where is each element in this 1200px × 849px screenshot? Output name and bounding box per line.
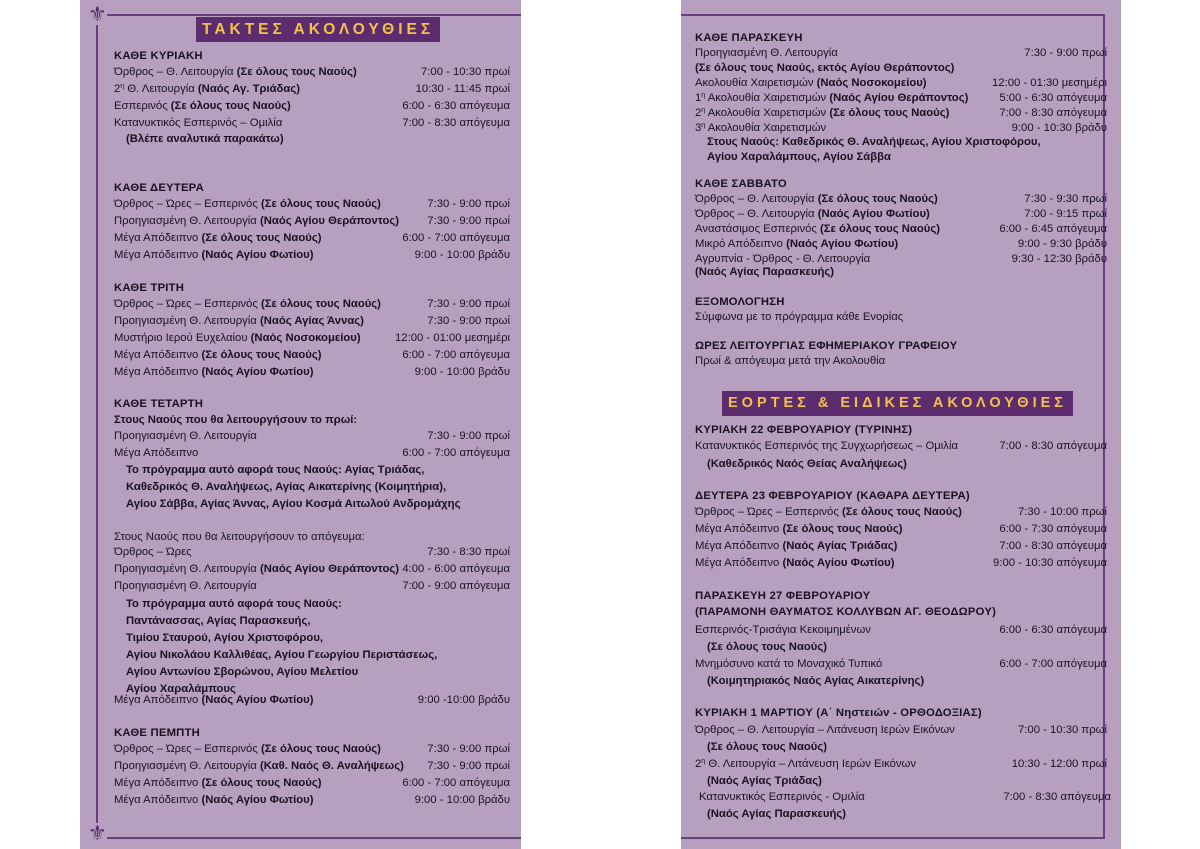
service-location: (Σε όλους τους Ναούς): [829, 107, 950, 119]
service-name: Μέγα Απόδειπνο: [114, 366, 199, 378]
schedule-row: [114, 117, 510, 134]
schedule-row: [114, 546, 510, 563]
schedule-row: [114, 777, 510, 794]
service-time: 9:00 - 10:00 βράδυ: [414, 794, 510, 806]
service-time: 6:00 - 7:00 απόγευμα: [999, 658, 1107, 670]
service-location: (Σε όλους τους Ναούς): [201, 777, 322, 789]
service-time: 6:00 - 6:45 απόγευμα: [999, 223, 1107, 235]
section-heading: ΔΕΥΤΕΡΑ 23 ΦΕΒΡΟΥΑΡΙΟΥ (ΚΑΘΑΡΑ ΔΕΥΤΕΡΑ): [695, 490, 970, 502]
service-location: (Ναός Αγίας Τριάδας): [782, 540, 898, 552]
section-heading: ΚΥΡΙΑΚΗ 22 ΦΕΒΡΟΥΑΡΙΟΥ (ΤΥΡΙΝΗΣ): [695, 424, 913, 436]
service-time: 7:00 - 10:30 πρωί: [421, 66, 510, 78]
service-location: (Σε όλους τους Ναούς): [201, 232, 322, 244]
service-name: Ακολουθία Χαιρετισμών: [705, 92, 827, 104]
section-note: (Καθεδρικός Ναός Θείας Αναλήψεως): [707, 458, 907, 470]
service-time: 12:00 - 01:00 μεσημέρι: [395, 332, 510, 344]
schedule-row: [114, 366, 510, 383]
service-time: 5:00 - 6:30 απόγευμα: [999, 92, 1107, 104]
service-name: Όρθρος – Ώρες – Εσπερινός: [114, 198, 258, 210]
service-time: 7:30 - 9:00 πρωί: [427, 215, 510, 227]
left-page: [80, 0, 521, 849]
service-time: 9:00 - 10:30 βράδυ: [1011, 122, 1107, 134]
schedule-row: [114, 447, 510, 464]
fleur-ornament-icon: ⚜: [88, 822, 107, 845]
section-heading: ΚΑΘΕ ΤΡΙΤΗ: [114, 282, 185, 294]
service-name: Όρθρος – Θ. Λειτουργία: [695, 193, 815, 205]
note-line: Το πρόγραμμα αυτό αφορά τους Ναούς:: [126, 598, 342, 610]
service-name: Μέγα Απόδειπνο: [114, 447, 199, 459]
service-location: (Ναός Αγ. Τριάδας): [197, 83, 300, 95]
service-time: 7:30 - 9:00 πρωί: [427, 198, 510, 210]
section-heading: ΚΑΘΕ ΣΑΒΒΑΤΟ: [695, 178, 787, 190]
service-name: Όρθρος – Θ. Λειτουργία: [114, 66, 234, 78]
schedule-row: [114, 315, 510, 332]
service-time: 7:00 - 10:30 πρωί: [1018, 724, 1107, 736]
service-location: (Ναός Αγίου Φωτίου): [201, 249, 314, 261]
schedule-row: [695, 557, 1107, 574]
ordinal-number: 1: [695, 92, 702, 104]
service-time: 7:30 - 10:00 πρωί: [1018, 506, 1107, 518]
section-note: (Βλέπε αναλυτικά παρακάτω): [126, 133, 284, 145]
service-location: (Σε όλους τους Ναούς): [817, 193, 938, 205]
schedule-row: [695, 540, 1107, 557]
service-location: (Σε όλους τους Ναούς): [201, 349, 322, 361]
service-time: 12:00 - 01:30 μεσημέρι: [992, 77, 1107, 89]
schedule-row: [699, 791, 1111, 808]
service-time: 7:30 - 9:30 πρωί: [1024, 193, 1107, 205]
section-subheading: Στους Ναούς που θα λειτουργήσουν το πρωί:: [114, 414, 358, 426]
schedule-row: [114, 580, 510, 597]
service-name: Μέγα Απόδειπνο: [114, 694, 199, 706]
service-name: Όρθρος – Θ. Λειτουργία – Λιτάνευση Ιερών Εικόνων: [695, 724, 955, 736]
service-location: (Ναός Αγίου Φωτίου): [782, 557, 895, 569]
service-location: (Ναός Αγίου Φωτίου): [201, 694, 314, 706]
service-time: 7:30 - 9:00 πρωί: [427, 298, 510, 310]
service-name: Μέγα Απόδειπνο: [114, 349, 199, 361]
section-heading: ΚΥΡΙΑΚΗ 1 ΜΑΡΤΙΟΥ (Α΄ Νηστειών - ΟΡΘΟΔΟΞΙΑΣ): [695, 707, 982, 719]
section-heading: ΚΑΘΕ ΚΥΡΙΑΚΗ: [114, 50, 203, 62]
section-heading: ΠΑΡΑΣΚΕΥΗ 27 ΦΕΒΡΟΥΑΡΙΟΥ: [695, 590, 871, 602]
section-heading: (ΠΑΡΑΜΟΝΗ ΘΑΥΜΑΤΟΣ ΚΟΛΛΥΒΩΝ ΑΓ. ΘΕΟΔΩΡΟΥ): [695, 606, 997, 618]
section-note: (Ναός Αγίας Τριάδας): [707, 775, 822, 787]
service-location: (Ναός Αγίου Φωτίου): [817, 208, 930, 220]
service-time: 7:30 - 9:00 πρωί: [427, 315, 510, 327]
service-time: 6:00 - 6:30 απόγευμα: [999, 624, 1107, 636]
service-time: 6:00 - 7:00 απόγευμα: [402, 447, 510, 459]
service-location: (Ναός Νοσοκομείου): [250, 332, 361, 344]
service-name: Ακολουθία Χαιρετισμών: [705, 122, 827, 134]
service-time: 9:00 -10:00 βράδυ: [417, 694, 510, 706]
section-note: (Σε όλους τους Ναούς): [707, 641, 828, 653]
note-line: Αγίου Σάββα, Αγίας Άννας, Αγίου Κοσμά Αιτωλού Ανδρομάχης: [126, 498, 461, 510]
service-name: Κατανυκτικός Εσπερινός της Συγχωρήσεως – Ομιλία: [695, 440, 958, 452]
service-time: 7:00 - 8:30 απόγευμα: [402, 117, 510, 129]
section-heading: ΚΑΘΕ ΠΑΡΑΣΚΕΥΗ: [695, 32, 803, 44]
schedule-row: [695, 758, 1107, 775]
service-time: 7:30 - 9:00 πρωί: [427, 430, 510, 442]
schedule-row: [695, 440, 1107, 457]
section-heading: ΕΞΟΜΟΛΟΓΗΣΗ: [695, 296, 785, 308]
service-location: (Ναός Αγίας Άννας): [259, 315, 364, 327]
service-name: Εσπερινός: [114, 100, 168, 112]
service-time: 6:00 - 7:30 απόγευμα: [999, 523, 1107, 535]
note-line: Παντάνασσας, Αγίας Παρασκευής,: [126, 615, 311, 627]
schedule-row: [114, 198, 510, 215]
service-location: (Σε όλους τους Ναούς): [260, 298, 381, 310]
service-time: 9:00 - 9:30 βράδυ: [1017, 238, 1107, 250]
schedule-row: [114, 743, 510, 760]
note-line: Στους Ναούς: Καθεδρικός Θ. Αναλήψεως, Αγίου Χριστοφόρου,: [707, 136, 1041, 148]
fleur-ornament-icon: ⚜: [88, 3, 107, 26]
section-heading: ΚΑΘΕ ΤΕΤΑΡΤΗ: [114, 398, 204, 410]
service-name: Μυστήριο Ιερού Ευχελαίου: [114, 332, 248, 344]
service-location: (Σε όλους τους Ναούς): [260, 198, 381, 210]
service-time: 10:30 - 12:00 πρωί: [1011, 758, 1107, 770]
service-name: Ακολουθία Χαιρετισμών: [705, 107, 827, 119]
ordinal-number: 3: [695, 122, 702, 134]
service-name: Όρθρος – Ώρες – Εσπερινός: [114, 743, 258, 755]
section-note: (Σε όλους τους Ναούς, εκτός Αγίου Θεράποντος): [695, 62, 955, 74]
schedule-row: [114, 430, 510, 447]
service-location: (Ναός Αγίου Φωτίου): [201, 366, 314, 378]
service-name: Προηγιασμένη Θ. Λειτουργία: [114, 315, 257, 327]
service-location: (Ναός Αγίου Φωτίου): [786, 238, 899, 250]
section-note: (Ναός Αγίας Παρασκευής): [695, 266, 835, 278]
service-name: Μέγα Απόδειπνο: [695, 540, 780, 552]
note-line: Αγίου Νικολάου Καλλιθέας, Αγίου Γεωργίου Περιστάσεως,: [126, 649, 438, 661]
service-name: Κατανυκτικός Εσπερινός - Ομιλία: [699, 791, 865, 803]
service-name: Μέγα Απόδειπνο: [114, 777, 199, 789]
service-name: Όρθρος – Ώρες – Εσπερινός: [114, 298, 258, 310]
service-name: Προηγιασμένη Θ. Λειτουργία: [695, 47, 838, 59]
service-name: Μνημόσυνο κατά το Μοναχικό Τυπικό: [695, 658, 883, 670]
service-location: (Σε όλους τους Ναούς): [841, 506, 962, 518]
service-time: 7:30 - 9:00 πρωί: [1024, 47, 1107, 59]
service-name: Όρθρος – Ώρες: [114, 546, 192, 558]
service-time: 9:00 - 10:00 βράδυ: [414, 249, 510, 261]
service-name: Θ. Λειτουργία – Λιτάνευση Ιερών Εικόνων: [705, 758, 916, 770]
schedule-row: [695, 724, 1107, 741]
schedule-row: [114, 100, 510, 117]
note-line: Αγίου Αντωνίου Σβορώνου, Αγίου Μελετίου: [126, 666, 359, 678]
ordinal-number: 2: [695, 107, 702, 119]
schedule-row: [114, 332, 510, 349]
schedule-row: [114, 249, 510, 266]
ordinal-number: 2: [114, 83, 121, 95]
service-time: 6:00 - 7:00 απόγευμα: [402, 349, 510, 361]
service-name: Ακολουθία Χαιρετισμών: [695, 77, 814, 89]
ordinal-suffix: η: [120, 83, 125, 90]
service-time: 6:00 - 7:00 απόγευμα: [402, 232, 510, 244]
section-heading: ΩΡΕΣ ΛΕΙΤΟΥΡΓΙΑΣ ΕΦΗΜΕΡΙΑΚΟΥ ΓΡΑΦΕΙΟΥ: [695, 340, 958, 352]
service-name: Προηγιασμένη Θ. Λειτουργία: [114, 563, 257, 575]
service-time: 7:00 - 8:30 απόγευμα: [999, 540, 1107, 552]
service-location: (Σε όλους τους Ναούς): [819, 223, 940, 235]
service-location: (Σε όλους τους Ναούς): [260, 743, 381, 755]
service-time: 4:00 - 6:00 απόγευμα: [402, 563, 510, 575]
schedule-row: [695, 624, 1107, 641]
schedule-row: [695, 523, 1107, 540]
ordinal-suffix: η: [701, 107, 706, 114]
service-name: Μικρό Απόδειπνο: [695, 238, 783, 250]
ordinal-number: 2: [695, 758, 702, 770]
service-time: 7:30 - 9:00 πρωί: [427, 743, 510, 755]
ordinal-suffix: η: [701, 122, 706, 129]
note-line: Αγίου Χαραλάμπους, Αγίου Σάββα: [707, 151, 891, 163]
service-time: 6:00 - 7:00 απόγευμα: [402, 777, 510, 789]
note-line: Τιμίου Σταυρού, Αγίου Χριστοφόρου,: [126, 632, 324, 644]
note-line: Το πρόγραμμα αυτό αφορά τους Ναούς: Αγίας Τριάδας,: [126, 464, 425, 476]
section-note: (Κοιμητηριακός Ναός Αγίας Αικατερίνης): [707, 675, 925, 687]
service-time: 7:00 - 9:00 απόγευμα: [402, 580, 510, 592]
schedule-row: [114, 215, 510, 232]
service-time: 7:00 - 8:30 απόγευμα: [999, 440, 1107, 452]
service-time: 9:00 - 10:30 απόγευμα: [993, 557, 1107, 569]
service-name: Μέγα Απόδειπνο: [114, 232, 199, 244]
service-location: (Σε όλους τους Ναούς): [170, 100, 291, 112]
right-page: ΕΟΡΤΕΣ & ΕΙΔΙΚΕΣ ΑΚΟΛΟΥΘΙΕΣ ΚΑΘΕ ΠΑΡΑΣΚΕΥΗ Προηγιασμένη Θ. Λειτουργία 7:30 - 9:00 πρωί (Σε όλους τους Ναούς, εκτός Αγίου Θεράποντος) Ακολουθία Χαιρετισμών (Ναός Νοσοκομείου) 12:00 - 01:30 μεσημέρι $1^\eta$ Ακολουθία Χαιρετισμών (Ναός Αγίου Θεράποντος) 5:00 - 6:30 απόγευμα $2^\eta$ Ακολουθία Χαιρετισμών (Σε όλους τους Ναούς) 7:00 - 8:30 απόγευμα $3^\eta$ Ακολουθία Χαιρετισμών 9:00 - 10:30 βράδυ Στους Ναούς: Καθεδρικός Θ. Αναλήψεως, Αγίου Χριστοφόρου, Αγίου Χαραλάμπους, Αγίου Σάββα ΚΑΘΕ ΣΑΒΒΑΤΟ Όρθρος – Θ. Λειτουργία (Σε όλους τους Ναούς) 7:30 - 9:30 πρωί Όρθρος – Θ. Λειτουργία (Ναός Αγίου Φωτίου) 7:00 - 9:15 πρωί Αναστάσιμος Εσπερινός (Σε όλους τους Ναούς) 6:00 - 6:45 απόγευμα Μικρό Απόδειπνο (Ναός Αγίου Φωτίου) 9:00 - 9:30 βράδυ Αγρυπνία - Όρθρος - Θ. Λειτουργία 9:30 - 12:30 βράδυ (Ναός Αγίας Παρασκευής) ΕΞΟΜΟΛΟΓΗΣΗ Σύμφωνα με το πρόγραμμα κάθε Ενορίας ΩΡΕΣ ΛΕΙΤΟΥΡΓΙΑΣ ΕΦΗΜΕΡΙΑΚΟΥ ΓΡΑΦΕΙΟΥ Πρωί & απόγευμα μετά την Ακολουθία ΚΥΡΙΑΚΗ 22 ΦΕΒΡΟΥΑΡΙΟΥ (ΤΥΡΙΝΗΣ) Κατανυκτικός Εσπερινός της Συγχωρήσεως – Ομιλία 7:00 - 8:30 απόγευμα (Καθεδρικός Ναός Θείας Αναλήψεως) ΔΕΥΤΕΡΑ 23 ΦΕΒΡΟΥΑΡΙΟΥ (ΚΑΘΑΡΑ ΔΕΥΤΕΡΑ) Όρθρος – Ώρες – Εσπερινός (Σε όλους τους Ναούς) 7:30 - 10:00 πρωί Μέγα Απόδειπνο (Σε όλους τους Ναούς) 6:00 - 7:30 απόγευμα Μέγα Απόδειπνο (Ναός Αγίας Τριάδας) 7:00 - 8:30 απόγευμα Μέγα Απόδειπνο (Ναός Αγίου Φωτίου) 9:00 - 10:30 απόγευμα ΠΑΡΑΣΚΕΥΗ 27 ΦΕΒΡΟΥΑΡΙΟΥ (ΠΑΡΑΜΟΝΗ ΘΑΥΜΑΤΟΣ ΚΟΛΛΥΒΩΝ ΑΓ. ΘΕΟΔΩΡΟΥ) Εσπερινός-Τρισάγια Κεκοιμημένων 6:00 - 6:30 απόγευμα (Σε όλους τους Ναούς) Μνημόσυνο κατά το Μοναχικό Τυπικό 6:00 - 7:00 απόγευμα (Κοιμητηριακός Ναός Αγίας Αικατερίνης) ΚΥΡΙΑΚΗ 1 ΜΑΡΤΙΟΥ (Α΄ Νηστειών - ΟΡΘΟΔΟΞΙΑΣ) Όρθρος – Θ. Λειτουργία – Λιτάνευση Ιερών Εικόνων 7:00 - 10:30 πρωί (Σε όλους τους Ναούς) $2^\eta$ Θ. Λειτουργία – Λιτάνευση Ιερών Εικόνων 10:30 - 12:00 πρωί (Ναός Αγίας Τριάδας) Κατανυκτικός Εσπερινός - Ομιλία 7:00 - 8:30 απόγευμα (Ναός Αγίας Παρασκευής): [681, 0, 1121, 849]
service-name: Προηγιασμένη Θ. Λειτουργία: [114, 215, 257, 227]
section-heading: ΚΑΘΕ ΠΕΜΠΤΗ: [114, 727, 200, 739]
service-location: (Ναός Αγίου Θεράποντος): [829, 92, 969, 104]
service-location: (Ναός Αγίου Φωτίου): [201, 794, 314, 806]
service-time: 7:30 - 8:30 πρωί: [427, 546, 510, 558]
section-note: (Ναός Αγίας Παρασκευής): [707, 808, 847, 820]
schedule-row: [114, 694, 510, 711]
service-name: Αναστάσιμος Εσπερινός: [695, 223, 817, 235]
service-name: Όρθρος – Θ. Λειτουργία: [695, 208, 818, 220]
service-name: Εσπερινός-Τρισάγια Κεκοιμημένων: [695, 624, 871, 636]
section-heading: ΚΑΘΕ ΔΕΥΤΕΡΑ: [114, 182, 204, 194]
service-time: 9:00 - 10:00 βράδυ: [414, 366, 510, 378]
service-time: 7:30 - 9:00 πρωί: [427, 760, 510, 772]
service-name: Προηγιασμένη Θ. Λειτουργία: [114, 580, 257, 592]
service-time: 10:30 - 11:45 πρωί: [415, 83, 510, 95]
service-name: Μέγα Απόδειπνο: [695, 557, 780, 569]
service-time: 7:00 - 9:15 πρωί: [1024, 208, 1107, 220]
service-location: (Σε όλους τους Ναούς): [782, 523, 903, 535]
schedule-row: [114, 760, 510, 777]
service-name: Προηγιασμένη Θ. Λειτουργία: [114, 760, 257, 772]
service-location: (Σε όλους τους Ναούς): [236, 66, 357, 78]
service-name: Μέγα Απόδειπνο: [695, 523, 780, 535]
schedule-row: [114, 66, 510, 83]
service-location: (Ναός Αγίου Θεράποντος): [259, 563, 399, 575]
service-location: (Ναός Αγίου Θεράποντος): [259, 215, 399, 227]
ordinal-suffix: η: [701, 92, 706, 99]
schedule-row: [114, 232, 510, 249]
service-name: Μέγα Απόδειπνο: [114, 794, 199, 806]
service-location: (Καθ. Ναός Θ. Αναλήψεως): [259, 760, 404, 772]
service-name: Μέγα Απόδειπνο: [114, 249, 199, 261]
schedule-row: [695, 658, 1107, 675]
section-note: (Σε όλους τους Ναούς): [707, 741, 828, 753]
schedule-row: [114, 298, 510, 315]
schedule-row: [114, 563, 510, 580]
service-time: 6:00 - 6:30 απόγευμα: [402, 100, 510, 112]
service-name: Αγρυπνία - Όρθρος - Θ. Λειτουργία: [695, 253, 871, 265]
service-location: (Ναός Νοσοκομείου): [816, 77, 927, 89]
service-name: Θ. Λειτουργία: [124, 83, 195, 95]
note-line: Αγίου Χαραλάμπους: [126, 683, 236, 695]
service-time: 9:30 - 12:30 βράδυ: [1011, 253, 1107, 265]
schedule-row: [114, 349, 510, 366]
ordinal-suffix: η: [701, 758, 706, 765]
regular-services-banner: ΤΑΚΤΕΣ ΑΚΟΛΟΥΘΙΕΣ: [196, 17, 440, 42]
note-line: Καθεδρικός Θ. Αναλήψεως, Αγίας Αικατερίνης (Κοιμητήρια),: [126, 481, 447, 493]
service-time: 7:00 - 8:30 απόγευμα: [1003, 791, 1111, 803]
service-name: Κατανυκτικός Εσπερινός – Ομιλία: [114, 117, 283, 129]
section-subheading: Στους Ναούς που θα λειτουργήσουν το απόγευμα:: [114, 531, 365, 543]
service-name: Όρθρος – Ώρες – Εσπερινός: [695, 506, 839, 518]
schedule-row: [695, 506, 1107, 523]
service-name: Προηγιασμένη Θ. Λειτουργία: [114, 430, 257, 442]
feasts-banner: ΕΟΡΤΕΣ & ΕΙΔΙΚΕΣ ΑΚΟΛΟΥΘΙΕΣ: [722, 391, 1073, 416]
schedule-row: [114, 794, 510, 811]
service-time: 7:00 - 8:30 απόγευμα: [999, 107, 1107, 119]
schedule-row: [114, 83, 510, 100]
